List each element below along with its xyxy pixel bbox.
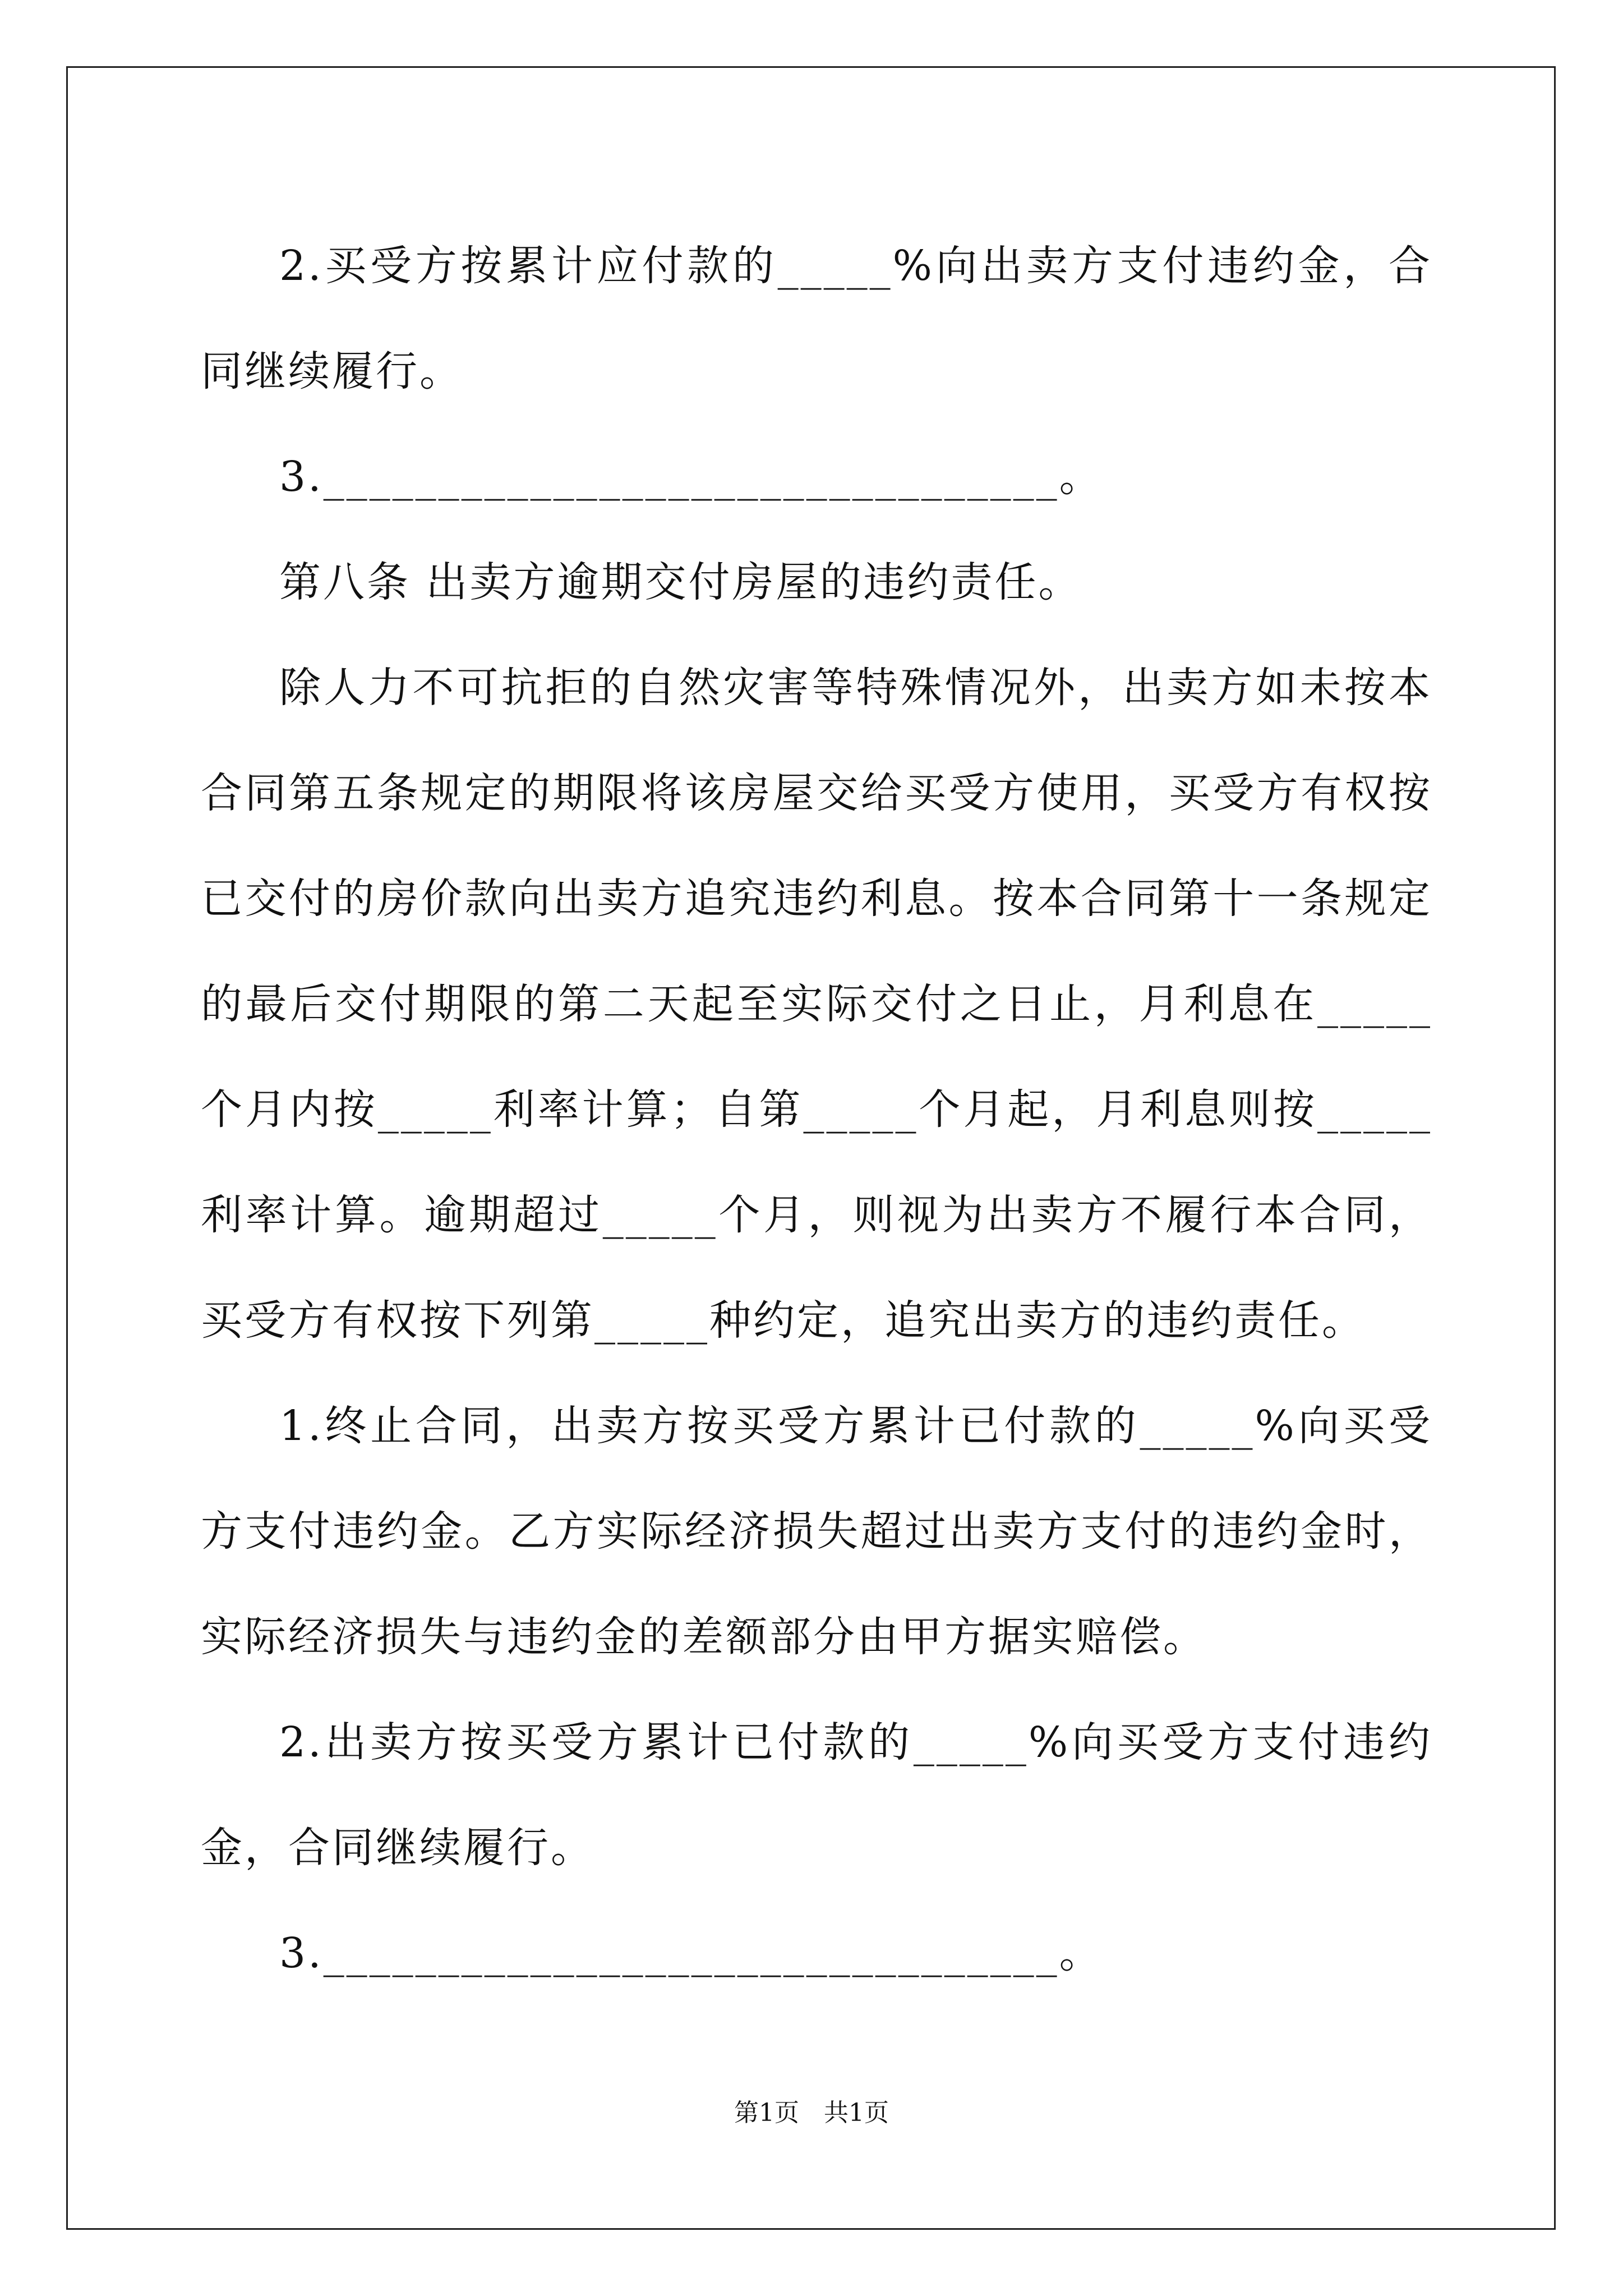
- paragraph-seller-penalty-2: 2.出卖方按买受方累计已付款的_____%向买受方支付违约金，合同继续履行。: [201, 1718, 1432, 1872]
- paragraph-article-eight-body: 除人力不可抗拒的自然灾害等特殊情况外，出卖方如未按本合同第五条规定的期限将该房屋交给买受方使用，买受方有权按已交付的房价款向出卖方追究违约利息。按本合同第十一条规定的最后交付期限的第二天起至实际交付之日止，月利息在_____个月内按_____利率计算；自第_____个月起，月利息则按_____利率计算。逾期超过_____个月，则视为出卖方不履行本合同，买受方有权按下列第_____种约定，追究出卖方的违约责任。: [201, 664, 1432, 1345]
- article-eight-heading: 第八条 出卖方逾期交付房屋的违约责任。: [279, 558, 1082, 606]
- paragraph-seller-penalty-3: 3.________________________________。: [279, 1929, 1103, 1977]
- page-number-footer: 第1页 共1页: [734, 2099, 889, 2127]
- paragraph-buyer-penalty-2: 2.买受方按累计应付款的_____%向出卖方支付违约金，合同继续履行。: [201, 242, 1432, 395]
- document-body: [201, 213, 1432, 2006]
- paragraph-buyer-penalty-3: 3.________________________________。: [279, 453, 1103, 501]
- paragraph-seller-penalty-1: 1.终止合同，出卖方按买受方累计已付款的_____%向买受方支付违约金。乙方实际经济损失超过出卖方支付的违约金时，实际经济损失与违约金的差额部分由甲方据实赔偿。: [201, 1402, 1432, 1661]
